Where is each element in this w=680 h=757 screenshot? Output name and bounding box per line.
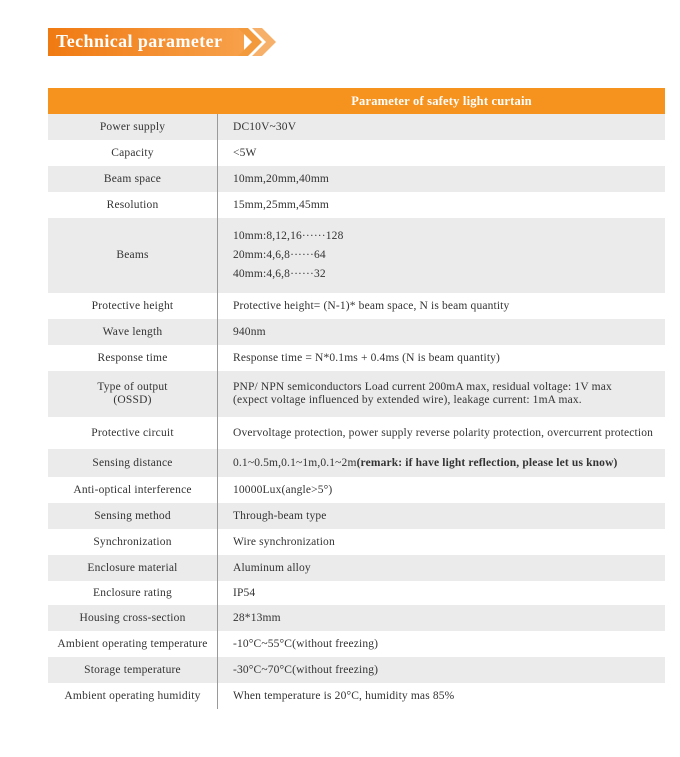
- row-value: 10mm,20mm,40mm: [233, 172, 330, 185]
- table-row-synchronization: [48, 529, 665, 555]
- table-row-protective-height: [48, 293, 665, 319]
- row-label-line: (OSSD): [113, 394, 152, 406]
- row-value: 10000Lux(angle>5°): [233, 483, 333, 496]
- table-row-power-supply: [48, 114, 665, 140]
- table-row-housing-cross-section: [48, 605, 665, 631]
- row-value-line: 20mm:4,6,8······64: [233, 249, 326, 261]
- row-value: Through-beam type: [233, 509, 327, 522]
- table-row-storage-temperature: [48, 657, 665, 683]
- table-row-type-of-output: [48, 371, 665, 417]
- table-row-sensing-method: [48, 503, 665, 529]
- table-row-ambient-operating-humidity: [48, 683, 665, 709]
- row-value: 28*13mm: [233, 611, 281, 624]
- table-row-response-time: [48, 345, 665, 371]
- double-chevron-right-icon: [238, 28, 284, 56]
- row-value: 15mm,25mm,45mm: [233, 198, 330, 211]
- row-value: IP54: [233, 586, 256, 599]
- row-label: Power supply: [48, 114, 218, 140]
- row-value-line: 10mm:8,12,16······128: [233, 230, 344, 242]
- table-row-enclosure-material: [48, 555, 665, 581]
- section-title: Technical parameter: [56, 31, 223, 51]
- row-label: Ambient operating humidity: [48, 683, 218, 709]
- row-label: Enclosure rating: [48, 581, 218, 605]
- row-value: Aluminum alloy: [233, 561, 311, 574]
- row-value: DC10V~30V: [233, 120, 297, 133]
- table-row-capacity: [48, 140, 665, 166]
- table-header: [48, 88, 665, 114]
- row-label: Ambient operating temperature: [48, 631, 218, 657]
- row-label: Beam space: [48, 166, 218, 192]
- row-label-line: Type of output: [97, 381, 168, 393]
- row-label: Protective circuit: [48, 417, 218, 449]
- table-row-resolution: [48, 192, 665, 218]
- row-value: Response time = N*0.1ms + 0.4ms (N is beam quantity): [233, 351, 501, 364]
- table-row-ambient-operating-temperature: [48, 631, 665, 657]
- row-label: Synchronization: [48, 529, 218, 555]
- row-value-line: 40mm:4,6,8······32: [233, 268, 326, 280]
- row-label: Resolution: [48, 192, 218, 218]
- row-label: Beams: [48, 218, 218, 293]
- row-value: <5W: [233, 146, 257, 159]
- row-value-line: PNP/ NPN semiconductors Load current 200mA max, residual voltage: 1V max: [233, 381, 612, 393]
- section-banner: [48, 28, 284, 56]
- table-row-protective-circuit: [48, 417, 665, 449]
- row-label: Anti-optical interference: [48, 477, 218, 503]
- row-label: Sensing method: [48, 503, 218, 529]
- row-value: -10°C~55°C(without freezing): [233, 637, 379, 650]
- row-label: Housing cross-section: [48, 605, 218, 631]
- row-label: Protective height: [48, 293, 218, 319]
- table-row-beam-space: [48, 166, 665, 192]
- row-label: Enclosure material: [48, 555, 218, 581]
- row-value: -30°C~70°C(without freezing): [233, 663, 379, 676]
- row-label: [48, 371, 218, 417]
- row-value-line: (expect voltage influenced by extended wire), leakage current: 1mA max.: [233, 394, 582, 406]
- row-label: Response time: [48, 345, 218, 371]
- row-value: When temperature is 20°C, humidity mas 85%: [233, 689, 455, 702]
- row-label: Storage temperature: [48, 657, 218, 683]
- table-row-sensing-distance: [48, 449, 665, 477]
- table-row-beams: [48, 218, 665, 293]
- table-header-title: Parameter of safety light curtain: [351, 93, 532, 108]
- row-value: Wire synchronization: [233, 535, 335, 548]
- row-value: Protective height= (N-1)* beam space, N is beam quantity: [233, 299, 510, 312]
- row-label: Capacity: [48, 140, 218, 166]
- row-label: Sensing distance: [48, 449, 218, 477]
- row-label: Wave length: [48, 319, 218, 345]
- row-value: 0.1~0.5m,0.1~1m,0.1~2m: [233, 456, 357, 469]
- row-remark: (remark: if have light reflection, please let us know): [356, 456, 618, 469]
- row-value: 940nm: [233, 325, 266, 338]
- table-row-wave-length: [48, 319, 665, 345]
- row-value: Overvoltage protection, power supply reverse polarity protection, overcurrent protection: [233, 426, 654, 439]
- table-row-anti-optical-interference: [48, 477, 665, 503]
- table-row-enclosure-rating: [48, 581, 665, 605]
- parameter-table: [48, 88, 665, 709]
